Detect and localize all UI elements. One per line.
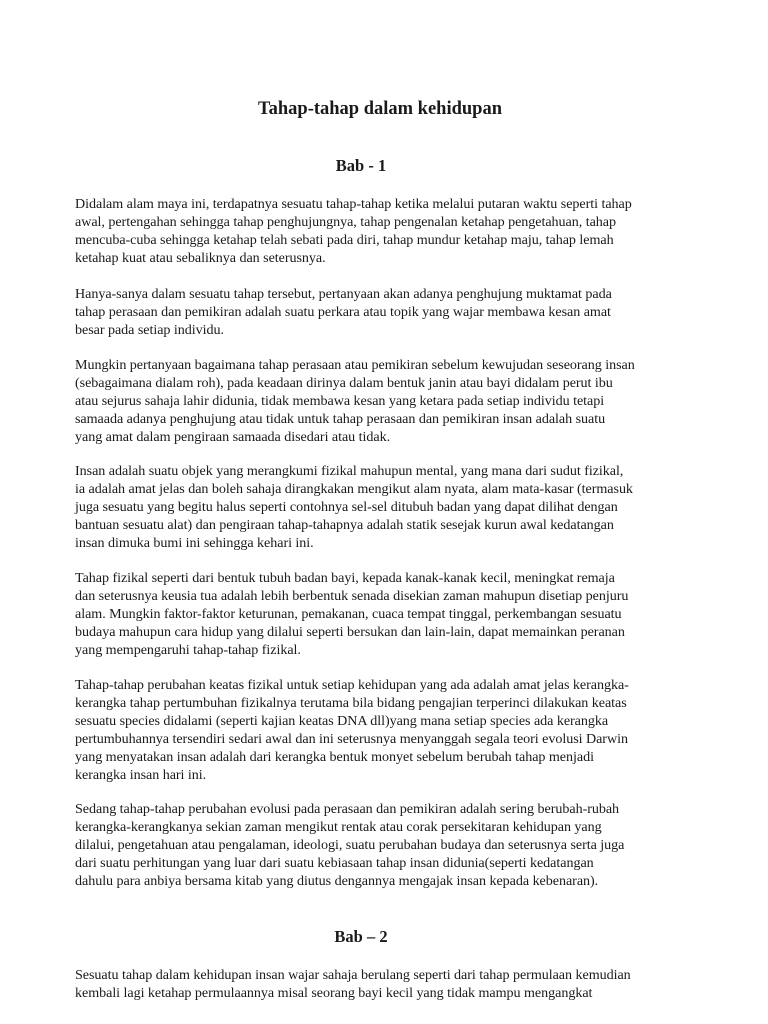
paragraph-line: Tahap fizikal seperti dari bentuk tubuh badan bayi, kepada kanak-kanak kecil, meningkat remaja	[75, 570, 615, 586]
paragraph-line: awal, pertengahan sehingga tahap penghujungnya, tahap pengenalan ketahap pengetahuan, tahap	[75, 214, 616, 230]
paragraph-line: besar pada setiap individu.	[75, 322, 224, 338]
paragraph-line: budaya mahupun cara hidup yang dilalui seperti bersukan dan lain-lain, dapat memainkan peranan	[75, 624, 625, 640]
paragraph-line: Hanya-sanya dalam sesuatu tahap tersebut, pertanyaan akan adanya penghujung muktamat pada	[75, 286, 612, 302]
paragraph-line: yang amat dalam pengiraan samaada disedari atau tidak.	[75, 429, 391, 445]
paragraph-line: Mungkin pertanyaan bagaimana tahap perasaan atau pemikiran sebelum kewujudan seseorang insan	[75, 357, 635, 373]
paragraph-line: insan dimuka bumi ini sehingga kehari ini.	[75, 535, 314, 551]
paragraph-line: Didalam alam maya ini, terdapatnya sesuatu tahap-tahap ketika melalui putaran waktu seperti tahap	[75, 196, 632, 212]
paragraph-line: kerangka tahap pertumbuhan fizikalnya terutama bila bidang pengajian terperinci dilakukan keatas	[75, 695, 627, 711]
paragraph	[75, 966, 700, 1002]
document-title: Tahap-tahap dalam kehidupan	[257, 99, 503, 119]
paragraph-line: Insan adalah suatu objek yang merangkumi fizikal mahupun mental, yang mana dari sudut fizikal,	[75, 463, 624, 479]
paragraph-line: bantuan sesuatu alat) dan pengiraan tahap-tahapnya adalah statik sesejak kurun awal kedatangan	[75, 517, 614, 533]
paragraph-line: samaada adanya penghujung atau tidak untuk tahap perasaan dan pemikiran insan adalah suatu	[75, 411, 606, 427]
paragraph-line: atau sejurus sahaja lahir didunia, tidak membawa kesan yang ketara pada setiap individu tetapi	[75, 393, 605, 409]
paragraph-line: yang mempengaruhi tahap-tahap fizikal.	[75, 642, 301, 658]
paragraph	[75, 462, 700, 552]
paragraph-line: juga sesuatu yang begitu halus seperti contohnya sel-sel ditubuh badan yang dapat dilihat dengan	[75, 499, 618, 515]
paragraph	[75, 800, 700, 890]
chapter-heading-bab-1: Bab - 1	[335, 156, 387, 175]
paragraph	[75, 356, 700, 446]
chapter-heading-bab-2: Bab – 2	[334, 927, 388, 946]
paragraph	[75, 676, 700, 784]
paragraph-line: ia adalah amat jelas dan boleh sahaja dirangkakan mengikut alam nyata, alam mata-kasar (termasuk	[75, 481, 633, 497]
paragraph-line: tahap perasaan dan pemikiran adalah suatu perkara atau topik yang wajar membawa kesan amat	[75, 304, 611, 320]
paragraph	[75, 569, 700, 659]
paragraph-line: alam. Mungkin faktor-faktor keturunan, pemakanan, cuaca tempat tinggal, perkembangan sesuatu	[75, 606, 622, 622]
paragraph-line: dan seterusnya keusia tua adalah lebih berbentuk senada disekian zaman mahupun disetiap penjuru	[75, 588, 629, 604]
paragraph-line: Tahap-tahap perubahan keatas fizikal untuk setiap kehidupan yang ada adalah amat jelas kerangka-	[75, 677, 629, 693]
paragraph-line: kerangka-kerangkanya sekian zaman mengikut rentak atau corak persekitaran kehidupan yang	[75, 819, 602, 835]
paragraph-line: dahulu para anbiya bersama kitab yang diutus dengannya mengajak insan kepada kebenaran).	[75, 873, 599, 889]
paragraph	[75, 285, 700, 339]
paragraph-line: sesuatu species didalami (seperti kajian keatas DNA dll)yang mana setiap species ada kerangka	[75, 713, 609, 729]
paragraph-line: dari suatu perhitungan yang luar dari suatu kebiasaan tahap insan diduniа(seperti kedatangan	[75, 855, 594, 871]
paragraph-line: mencuba-cuba sehingga ketahap telah sebati pada diri, tahap mundur ketahap maju, tahap lemah	[75, 232, 614, 248]
paragraph-line: kembali lagi ketahap permulaannya misal seorang bayi kecil yang tidak mampu mengangkat	[75, 985, 593, 1001]
paragraph-line: pertumbuhannya tersendiri sedari awal dan ini seterusnya menyanggah segala teori evolusi Darwin	[75, 731, 628, 747]
paragraph-line: Sesuatu tahap dalam kehidupan insan wajar sahaja berulang seperti dari tahap permulaan kemudian	[75, 967, 631, 983]
paragraph	[75, 195, 700, 267]
paragraph-line: (sebagaimana dialam roh), pada keadaan dirinya dalam bentuk janin atau bayi didalam perut ibu	[75, 375, 613, 391]
paragraph-line: kerangka insan hari ini.	[75, 767, 207, 783]
paragraph-line: ketahap kuat atau sebaliknya dan seterusnya.	[75, 250, 326, 266]
paragraph-line: Sedang tahap-tahap perubahan evolusi pada perasaan dan pemikiran adalah sering berubah-rubah	[75, 801, 620, 817]
paragraph-line: yang menyatakan insan adalah dari kerangka bentuk monyet sebelum berubah tahap menjadi	[75, 749, 594, 765]
paragraph-line: dilalui, pengetahuan atau pengalaman, ideologi, suatu perubahan budaya dan seterusnya serta juga	[75, 837, 625, 853]
